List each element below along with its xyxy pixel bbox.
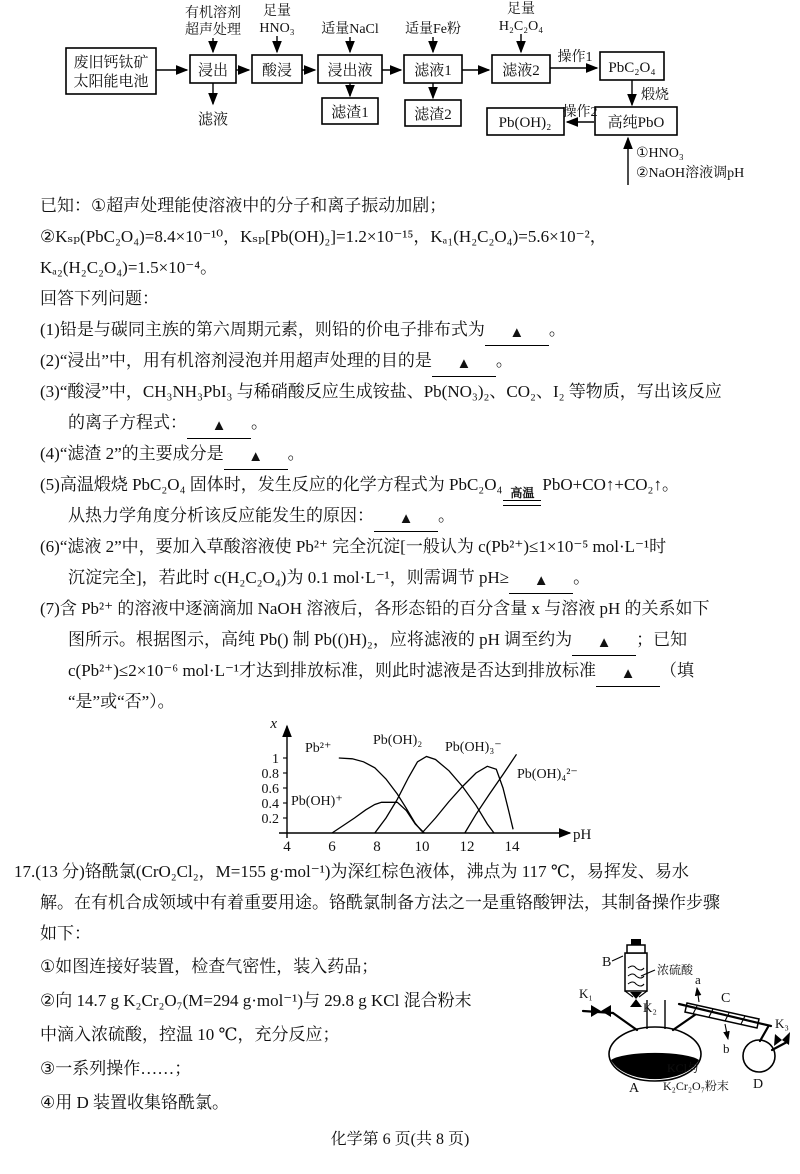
flask-contents-label-line1: KCl与 [667, 1061, 700, 1075]
question-4 [40, 438, 788, 469]
curve-label-pboh4: Pb(OH)₄²⁻ [517, 767, 578, 782]
flow-label-op1: 操作1 [557, 50, 593, 65]
flow-box-lvye2-label: 滤液2 [502, 63, 540, 79]
process-flowchart [0, 0, 800, 190]
funnel-b-body [625, 953, 647, 991]
q17-line3: 如下： [40, 924, 91, 943]
question-5-line1 [40, 469, 788, 500]
q5-line2-text: 从热力学角度分析该反应能发生的原因： [68, 506, 374, 525]
known-line2: ②Kₛₚ(PbC₂O₄)=8.4×10⁻¹⁰，Kₛₚ[Pb(OH)₂]=1.2×10⁻¹⁵，Kₐ₁(H₂C₂O₄)=5.6×10⁻²， [40, 227, 607, 246]
q7-answer-blank-1: ▲ [572, 633, 636, 656]
known-line1: 已知：①超声处理能使溶液中的分子和离子振动加剧； [40, 196, 447, 215]
reaction-equals-line [503, 500, 541, 506]
curve-label-pbohplus: Pb(OH)⁺ [291, 794, 343, 809]
q5-period: 。 [438, 506, 455, 525]
question-7-line2 [40, 624, 788, 655]
q17-line2: 解。在有机合成领域中有着重要用途。铬酰氯制备方法之一是重铬酸钾法，其制备操作步骤 [40, 893, 720, 912]
q5-answer-blank: ▲ [374, 509, 438, 532]
q3-period: 。 [251, 413, 268, 432]
page-footer: 化学第 6 页(共 8 页) [330, 1131, 470, 1148]
acid-label: 浓硫酸 [657, 963, 694, 977]
flask-a-label: A [629, 1081, 640, 1096]
flow-label-lvye: 滤液 [197, 112, 229, 128]
k3-label: K₃ [775, 1016, 789, 1031]
q5-equation-products: PbO+CO↑+CO₂↑。 [542, 475, 679, 494]
curve-Pb(OH)3- [422, 766, 513, 833]
funnel-b-stopper-top [631, 939, 641, 945]
curve-Pb(OH)2 [375, 757, 494, 834]
q4-answer-blank: ▲ [224, 447, 288, 470]
funnel-b-stopper [627, 945, 645, 953]
condenser-outlet-a-label: a [695, 972, 701, 987]
reaction-condition [503, 487, 541, 506]
question-5-line2 [40, 500, 788, 531]
y-tick-0-4: 0.4 [261, 797, 279, 812]
flow-input-hno3-line2: HNO₃ [259, 21, 295, 36]
stopcock-k1 [591, 1005, 611, 1017]
q6-period: 。 [573, 568, 591, 587]
flow-input-organic-line1: 有机溶剂 [185, 6, 241, 21]
condenser-inlet-b-label: b [723, 1041, 730, 1056]
flask-d-label: D [753, 1077, 764, 1092]
question-2 [40, 345, 788, 376]
q7-line2-post: ；已知 [636, 630, 688, 649]
flow-box-gaochun-label: 高纯PbO [607, 115, 665, 131]
known-info [40, 190, 780, 314]
flow-input-h2c2o4-line1: 足量 [507, 2, 535, 17]
flow-box-lvzha2-label: 滤渣2 [414, 107, 452, 123]
y-tick-0-2: 0.2 [261, 812, 279, 827]
flow-box-lvzha1-label: 滤渣1 [331, 105, 369, 121]
reaction-condition-text: 高温 [510, 486, 535, 500]
flow-input-organic-line2: 超声处理 [185, 23, 241, 38]
q17-step4: ③一系列操作……； [40, 1059, 192, 1078]
x-tick-8: 8 [373, 839, 381, 855]
x-tick-14: 14 [504, 839, 520, 855]
y-tick-1: 1 [272, 752, 279, 767]
question-6-line1: (6)“滤液 2”中，要加入草酸溶液使 Pb²⁺ 完全沉淀[一般认为 c(Pb²⁺)≤1×10⁻⁵ mol·L⁻¹时 [40, 537, 667, 556]
x-tick-6: 6 [328, 839, 336, 855]
q1-answer-blank: ▲ [485, 323, 549, 346]
q1-text: (1)铅是与碳同主族的第六周期元素，则铅的价电子排布式为 [40, 320, 485, 339]
curve-label-pb2plus: Pb²⁺ [305, 741, 332, 756]
q6-text: 沉淀完全]，若此时 c(H₂C₂O₄)为 0.1 mol·L⁻¹，则需调节 pH≥ [68, 568, 510, 587]
stopcock-k2 [630, 992, 642, 1007]
q3-answer-blank: ▲ [187, 416, 251, 439]
flow-label-duanshao: 煅烧 [641, 88, 669, 103]
q4-text: (4)“滤渣 2”的主要成分是 [40, 444, 224, 463]
q1-period: 。 [548, 320, 566, 339]
flow-box-source-line1: 废旧钙钛矿 [73, 55, 149, 71]
flow-box-lvye1-label: 滤液1 [414, 63, 452, 79]
k1-label: K₁ [579, 986, 593, 1001]
q17-step5: ④用 D 装置收集铬酰氯。 [40, 1093, 230, 1112]
question-7-line3 [40, 655, 788, 686]
q3-text: 的离子方程式： [68, 413, 187, 432]
question-7-line1: (7)含 Pb²⁺ 的溶液中逐滴滴加 NaOH 溶液后，各形态铅的百分含量 x 与溶液 pH 的关系如下 [40, 599, 710, 618]
x-tick-4: 4 [283, 839, 291, 855]
question-3-line2 [40, 407, 788, 438]
flow-input-h2c2o4-line2: H₂C₂O₄ [498, 19, 544, 34]
q4-period: 。 [287, 444, 305, 463]
q7-line2-text: 图所示。根据图示，高纯 Pb() 制 Pb(()H)₂，应将滤液的 pH 调至约为 [68, 630, 573, 649]
known-line3: Kₐ₂(H₂C₂O₄)=1.5×10⁻⁴。 [40, 258, 218, 277]
flow-box-jinchu-label: 浸出 [197, 63, 229, 79]
flow-input-fe: 适量Fe粉 [405, 22, 461, 37]
flow-input-nacl: 适量NaCl [321, 22, 379, 37]
q17-step1: ①如图连接好装置，检查气密性，装入药品； [40, 957, 379, 976]
flow-box-jinchuye-label: 浸出液 [327, 63, 373, 79]
x-axis-label: pH [573, 827, 592, 843]
flow-box-pboh2-label: Pb(OH)₂ [498, 115, 552, 131]
flow-input-hno3-line1: 足量 [263, 4, 291, 19]
k2-label: K₂ [643, 1000, 657, 1015]
flow-box-source-line2: 太阳能电池 [73, 74, 149, 90]
q2-answer-blank: ▲ [432, 354, 496, 377]
y-axis-label: x [270, 716, 277, 732]
distribution-curves [332, 754, 517, 833]
flask-d-body [743, 1040, 775, 1072]
y-tick-0-6: 0.6 [261, 782, 279, 797]
q17-step3: 中滴入浓硫酸，控温 10 ℃，充分反应； [40, 1025, 340, 1044]
q17-step2: ②向 14.7 g K₂Cr₂O₇(M=294 g·mol⁻¹)与 29.8 g KCl 混合粉末 [40, 991, 472, 1010]
question-6-line2 [40, 562, 788, 593]
q17-steps [40, 950, 585, 1120]
q2-text: (2)“浸出”中，用有机溶剂浸泡并用超声处理的目的是 [40, 351, 432, 370]
ph-distribution-chart [225, 710, 605, 860]
curve-Pb(OH)4 2- [465, 754, 517, 833]
questions-prompt: 回答下列问题： [40, 289, 159, 308]
q2-period: 。 [495, 351, 513, 370]
flow-label-op2: 操作2 [562, 105, 598, 120]
q7-line3-text: c(Pb²⁺)≤2×10⁻⁶ mol·L⁻¹才达到排放标准，则此时滤液是否达到排放标准 [68, 661, 597, 680]
flow-label-adj1: ①HNO₃ [636, 146, 684, 161]
question-1 [40, 314, 788, 345]
flask-contents-label-line2: K₂Cr₂O₇粉末 [663, 1079, 729, 1093]
y-tick-0-8: 0.8 [261, 767, 279, 782]
x-tick-10: 10 [414, 839, 430, 855]
q7-answer-blank-2: ▲ [596, 664, 660, 687]
funnel-b-label: B [602, 955, 612, 970]
flow-box-suanjin-label: 酸浸 [261, 63, 293, 79]
q17-line1: 17.(13 分)铬酰氯(CrO₂Cl₂，M=155 g·mol⁻¹)为深红棕色液体，沸点为 117 ℃，易挥发、易水 [14, 862, 689, 881]
condenser-c-label: C [721, 991, 731, 1006]
apparatus-diagram [575, 926, 800, 1116]
q5-text: (5)高温煅烧 PbC₂O₄ 固体时，发生反应的化学方程式为 PbC₂O₄ [40, 475, 503, 494]
curve-label-pboh3: Pb(OH)₃⁻ [445, 740, 502, 755]
x-tick-12: 12 [459, 839, 475, 855]
question-3-line1: (3)“酸浸”中，CH₃NH₃PbI₃ 与稀硝酸反应生成铵盐、Pb(NO₃)₂、CO₂、I₂ 等物质，写出该反应 [40, 382, 722, 401]
q6-answer-blank: ▲ [509, 571, 573, 594]
question-list [40, 314, 788, 717]
flow-box-pbc2o4-label: PbC₂O₄ [608, 60, 656, 76]
curve-label-pboh2: Pb(OH)₂ [373, 733, 423, 748]
flow-label-adj2: ②NaOH溶液调pH [636, 166, 745, 181]
question-7-line4: “是”或“否”）。 [68, 692, 175, 711]
q7-line3-post: （填 [660, 661, 695, 680]
